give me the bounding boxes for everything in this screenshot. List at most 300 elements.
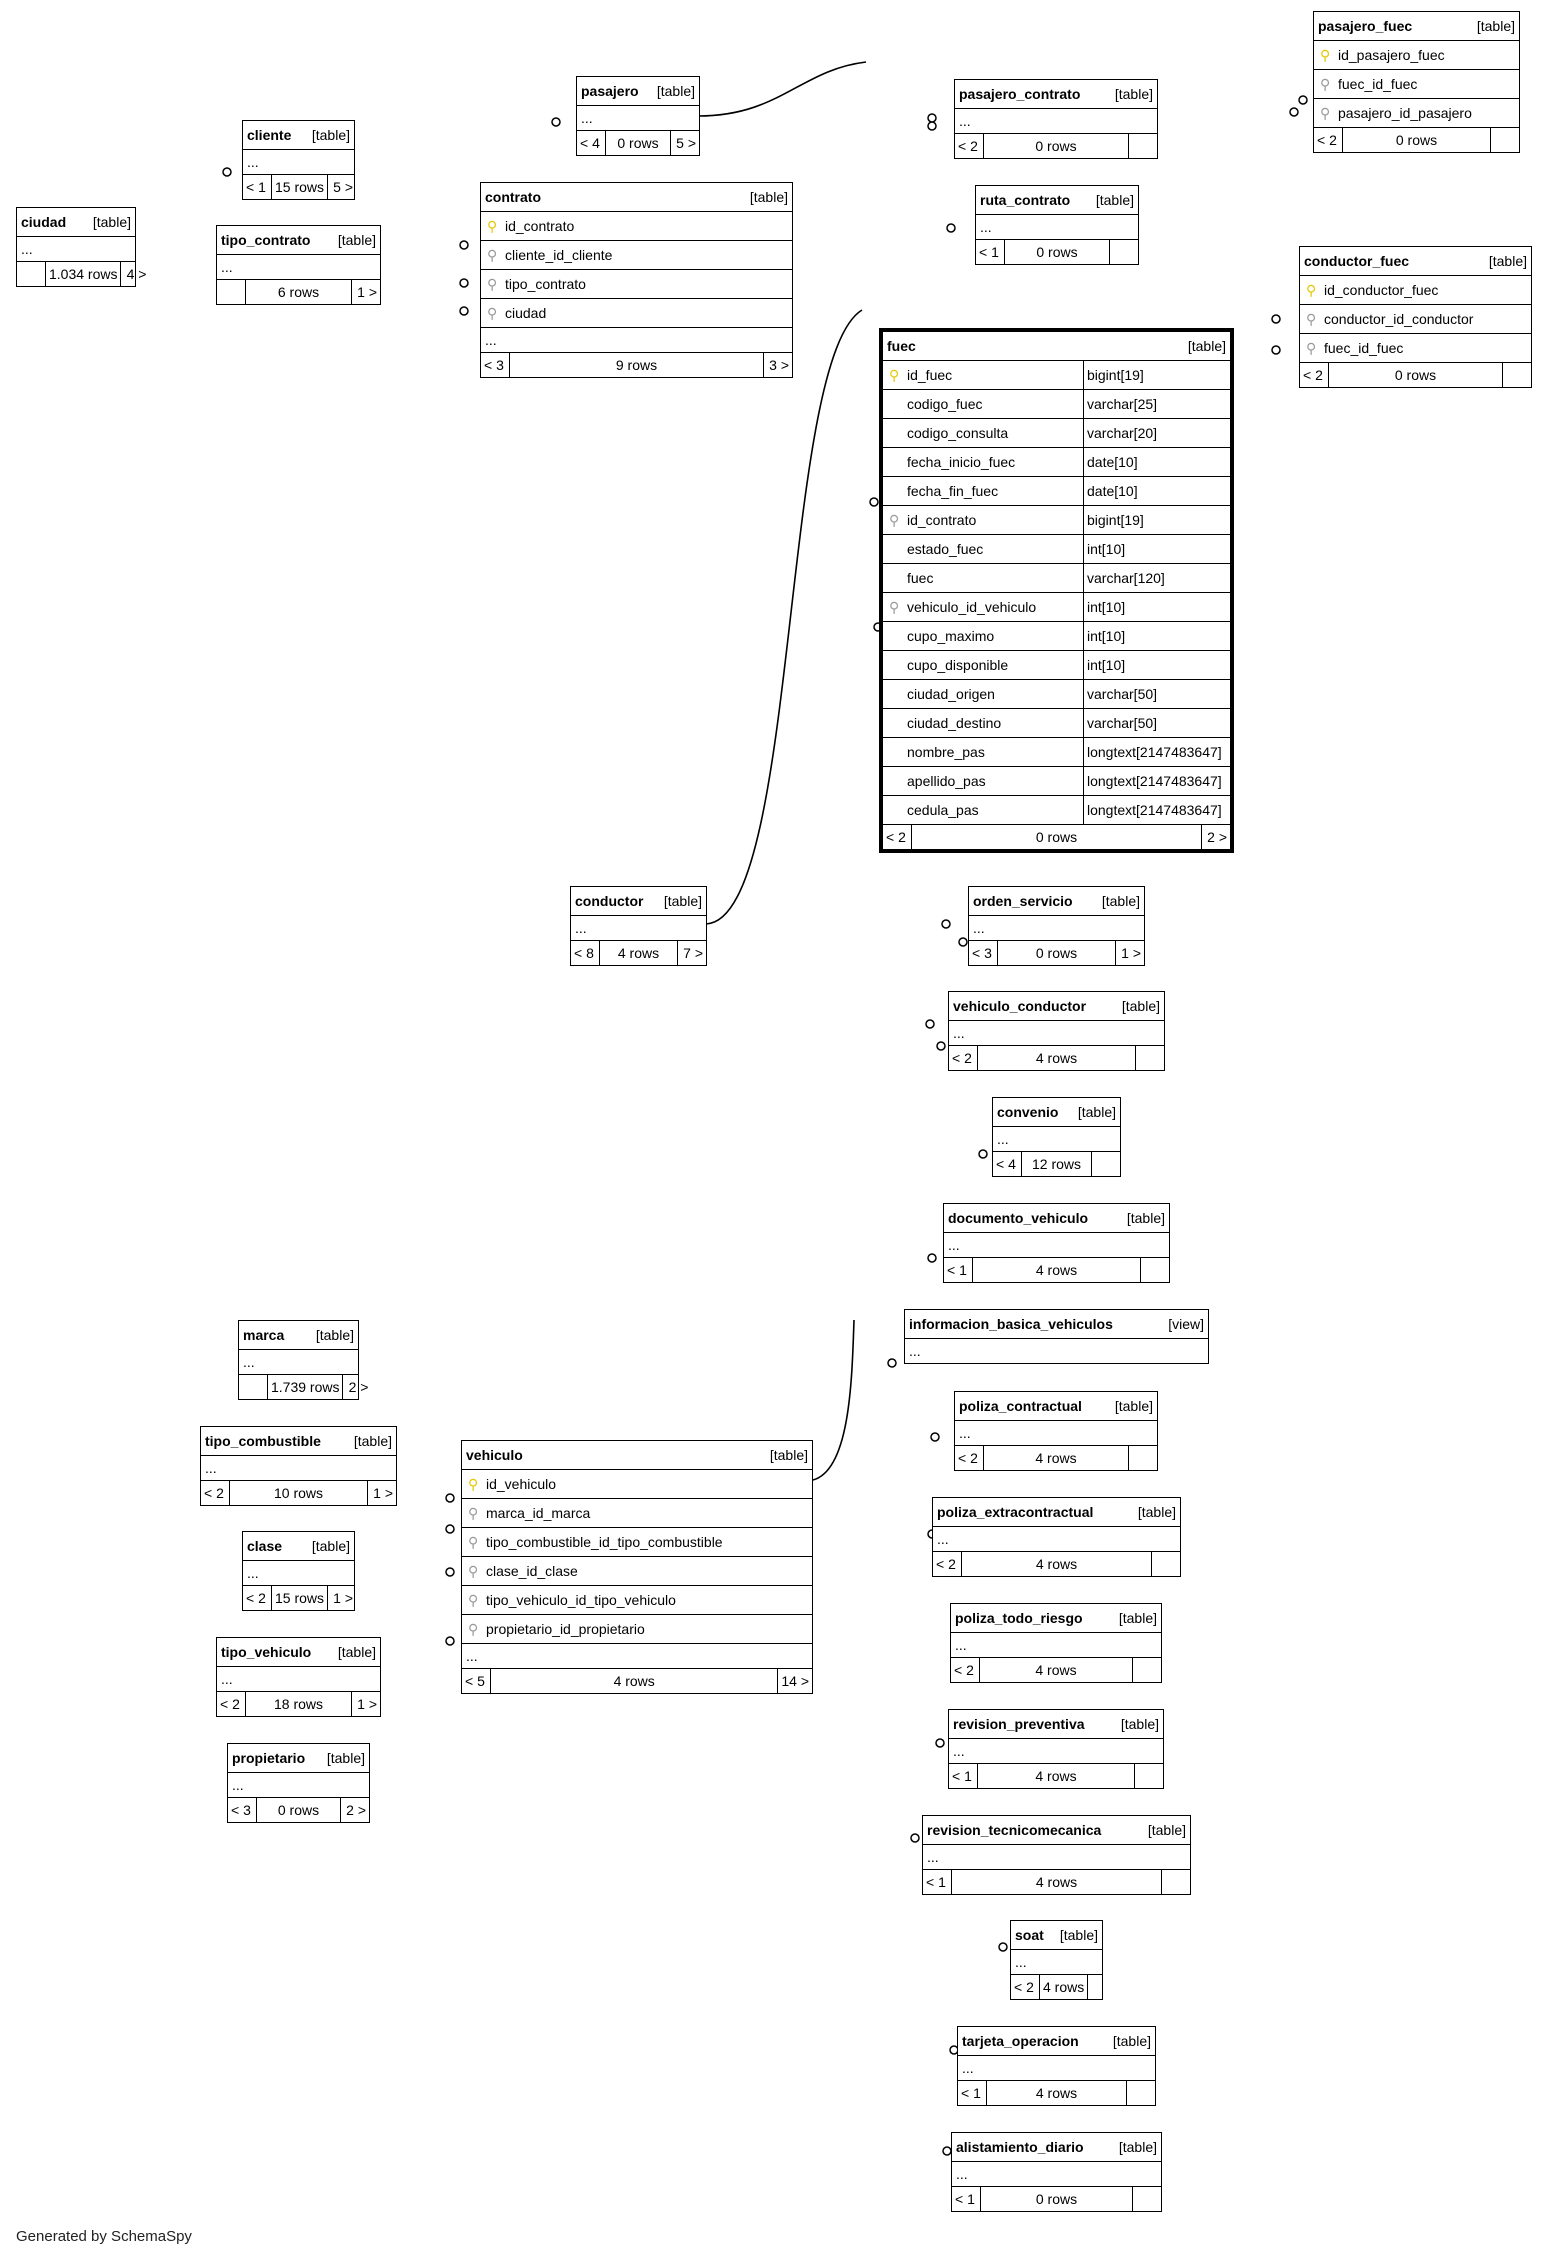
ellipsis: ... [481, 327, 792, 352]
children-count[interactable]: 1 > [373, 1485, 393, 1501]
table-kind: [table] [1488, 253, 1527, 269]
children-count[interactable]: 1 > [333, 1590, 354, 1606]
ellipsis: ... [243, 149, 354, 174]
foreign-key-icon: ⚲ [468, 1534, 479, 1550]
table-kind: [table] [1114, 1398, 1153, 1414]
row-count: 1.739 rows [267, 1375, 343, 1399]
parents-count[interactable]: < 4 [580, 135, 600, 151]
column-type: varchar[25] [1083, 390, 1230, 418]
table-marca[interactable] [238, 1320, 369, 1400]
children-count[interactable]: 5 > [676, 135, 696, 151]
table-revision-tecnicomecanica[interactable] [922, 1815, 1191, 1895]
column-name: id_vehiculo [486, 1476, 557, 1492]
column-name: fecha_inicio_fuec [907, 454, 1016, 470]
table-name: marca [243, 1327, 285, 1343]
column-type: int[10] [1083, 651, 1230, 679]
primary-key-icon: ⚲ [487, 218, 498, 234]
ellipsis: ... [217, 1666, 380, 1691]
parents-count[interactable]: < 1 [246, 179, 266, 195]
parents-count[interactable]: < 2 [886, 829, 906, 845]
table-kind: [table] [749, 189, 788, 205]
column-row[interactable] [1300, 333, 1531, 362]
table-kind: [table] [769, 1447, 808, 1463]
parents-count[interactable] [17, 262, 45, 286]
table-name: ciudad [21, 214, 67, 230]
row-count: 0 rows [1328, 363, 1503, 387]
children-count[interactable]: 2 > [348, 1379, 369, 1395]
table-kind: [table] [1137, 1504, 1176, 1520]
column-type: date[10] [1083, 448, 1230, 476]
table-name: convenio [997, 1104, 1059, 1120]
column-row[interactable] [883, 534, 1230, 563]
table-tipo-contrato[interactable] [216, 225, 381, 305]
column-name: propietario_id_propietario [486, 1621, 645, 1637]
table-pasajero-fuec[interactable] [1313, 11, 1520, 153]
row-count: 6 rows [245, 280, 352, 304]
children-count[interactable]: 3 > [769, 357, 789, 373]
parents-count[interactable]: < 2 [1014, 1979, 1034, 1995]
table-clase[interactable] [242, 1531, 355, 1611]
table-vehiculo-conductor[interactable] [948, 991, 1165, 1071]
parents-count[interactable]: < 2 [954, 1662, 974, 1678]
ellipsis: ... [1011, 1949, 1102, 1974]
row-count: 0 rows [911, 825, 1202, 849]
row-count: 0 rows [980, 2187, 1133, 2211]
column-name: nombre_pas [907, 744, 985, 760]
table-name: cliente [247, 127, 292, 143]
table-kind: [table] [656, 83, 695, 99]
parents-count[interactable]: < 2 [204, 1485, 224, 1501]
table-poliza-todo-riesgo[interactable] [950, 1603, 1162, 1683]
row-count: 0 rows [605, 131, 671, 155]
column-type: int[10] [1083, 622, 1230, 650]
column-row[interactable] [883, 795, 1230, 824]
table-kind: [table] [1120, 1716, 1159, 1732]
ellipsis: ... [951, 1632, 1161, 1657]
row-count: 10 rows [229, 1481, 368, 1505]
column-type: varchar[120] [1083, 564, 1230, 592]
column-row[interactable] [462, 1585, 812, 1614]
column-row[interactable] [883, 418, 1230, 447]
row-count: 0 rows [997, 941, 1116, 965]
table-convenio[interactable] [992, 1097, 1121, 1177]
table-name: fuec [887, 338, 916, 354]
ellipsis: ... [933, 1526, 1180, 1551]
table-name: revision_tecnicomecanica [927, 1822, 1102, 1838]
table-kind: [table] [311, 127, 350, 143]
parents-count[interactable]: < 3 [231, 1802, 251, 1818]
column-name: id_fuec [907, 367, 953, 383]
children-count[interactable] [1133, 2187, 1161, 2211]
table-kind: [table] [92, 214, 131, 230]
table-name: documento_vehiculo [948, 1210, 1089, 1226]
table-fuec[interactable] [879, 328, 1234, 853]
table-name: conductor_fuec [1304, 253, 1410, 269]
row-count: 4 rows [961, 1552, 1152, 1576]
column-row[interactable] [883, 650, 1230, 679]
column-type: longtext[2147483647] [1083, 796, 1230, 824]
table-vehiculo[interactable] [461, 1440, 813, 1694]
children-count[interactable] [1110, 240, 1138, 264]
column-row[interactable] [462, 1614, 812, 1643]
column-row[interactable] [481, 269, 792, 298]
parents-count[interactable]: < 2 [1317, 132, 1337, 148]
children-count[interactable] [1503, 363, 1531, 387]
children-count[interactable] [1129, 134, 1157, 158]
table-name: tipo_vehiculo [221, 1644, 312, 1660]
parents-count[interactable]: < 2 [220, 1696, 240, 1712]
ellipsis: ... [952, 2161, 1161, 2186]
children-count[interactable]: 5 > [333, 179, 354, 195]
column-row[interactable] [883, 447, 1230, 476]
children-count[interactable] [1092, 1152, 1120, 1176]
column-name: tipo_vehiculo_id_tipo_vehiculo [486, 1592, 676, 1608]
table-kind: [table] [1059, 1927, 1098, 1943]
row-count: 15 rows [271, 175, 328, 199]
primary-key-icon: ⚲ [468, 1476, 479, 1492]
column-row[interactable] [1314, 40, 1519, 69]
column-row[interactable] [462, 1469, 812, 1498]
column-row[interactable] [883, 476, 1230, 505]
table-name: conductor [575, 893, 644, 909]
table-cliente[interactable] [242, 120, 355, 200]
table-poliza-contractual[interactable] [954, 1391, 1158, 1471]
parents-count[interactable]: < 1 [961, 2085, 981, 2101]
row-count: 12 rows [1021, 1152, 1092, 1176]
table-name: revision_preventiva [953, 1716, 1085, 1732]
column-row[interactable] [1314, 69, 1519, 98]
row-count: 4 rows [977, 1046, 1136, 1070]
foreign-key-icon: ⚲ [468, 1563, 479, 1579]
table-kind: [table] [326, 1750, 365, 1766]
primary-key-icon: ⚲ [889, 367, 900, 383]
column-type: int[10] [1083, 535, 1230, 563]
children-count[interactable] [1162, 1870, 1190, 1894]
ellipsis: ... [571, 915, 706, 940]
foreign-key-icon: ⚲ [889, 599, 900, 615]
link-conductor-fuec [706, 310, 862, 924]
foreign-key-icon: ⚲ [1306, 340, 1317, 356]
row-count: 9 rows [509, 353, 764, 377]
children-count[interactable] [1135, 1764, 1163, 1788]
table-propietario[interactable] [227, 1743, 370, 1823]
table-name: orden_servicio [973, 893, 1073, 909]
ellipsis: ... [949, 1738, 1163, 1763]
ellipsis: ... [462, 1643, 812, 1668]
column-name: estado_fuec [907, 541, 984, 557]
table-ciudad[interactable] [16, 207, 147, 287]
foreign-key-icon: ⚲ [468, 1621, 479, 1637]
row-count: 4 rows [972, 1258, 1141, 1282]
table-kind: [table] [337, 1644, 376, 1660]
column-row[interactable] [883, 389, 1230, 418]
ellipsis: ... [228, 1772, 369, 1797]
column-name: id_conductor_fuec [1324, 282, 1439, 298]
table-soat[interactable] [1010, 1920, 1103, 2000]
children-count[interactable] [1129, 1446, 1157, 1470]
column-row[interactable] [1300, 275, 1531, 304]
row-count: 4 rows [951, 1870, 1162, 1894]
column-type: bigint[19] [1083, 506, 1230, 534]
column-row[interactable] [883, 766, 1230, 795]
table-kind: [table] [1118, 1610, 1157, 1626]
parents-count[interactable]: < 3 [484, 357, 504, 373]
table-kind: [view] [1168, 1316, 1204, 1332]
parents-count[interactable]: < 1 [955, 2191, 975, 2207]
table-pasajero[interactable] [576, 76, 700, 156]
table-name: contrato [485, 189, 541, 205]
table-name: propietario [232, 1750, 306, 1766]
column-row[interactable] [883, 737, 1230, 766]
link-pasajero-pasajero-contrato [698, 62, 866, 116]
table-kind: [table] [1112, 2033, 1151, 2049]
table-kind: [table] [353, 1433, 392, 1449]
table-name: tarjeta_operacion [962, 2033, 1079, 2049]
row-count: 4 rows [490, 1669, 778, 1693]
children-count[interactable] [1152, 1552, 1180, 1576]
row-count: 4 rows [979, 1658, 1133, 1682]
column-name: fuec [907, 570, 934, 586]
table-name: ruta_contrato [980, 192, 1071, 208]
foreign-key-icon: ⚲ [487, 247, 498, 263]
table-name: informacion_basica_vehiculos [909, 1316, 1113, 1332]
children-count[interactable]: 14 > [781, 1673, 809, 1689]
column-type: varchar[50] [1083, 680, 1230, 708]
column-row[interactable] [481, 298, 792, 327]
table-kind: [table] [1126, 1210, 1165, 1226]
table-kind: [table] [315, 1327, 354, 1343]
parents-count[interactable]: < 2 [958, 1450, 978, 1466]
column-row[interactable] [1300, 304, 1531, 333]
parents-count[interactable]: < 8 [574, 945, 594, 961]
parents-count[interactable]: < 3 [972, 945, 992, 961]
parents-count[interactable]: < 2 [246, 1590, 266, 1606]
table-kind: [table] [663, 893, 702, 909]
parents-count[interactable] [217, 280, 245, 304]
ellipsis: ... [958, 2055, 1155, 2080]
foreign-key-icon: ⚲ [468, 1505, 479, 1521]
table-pasajero-contrato[interactable] [954, 79, 1158, 159]
column-row[interactable] [462, 1498, 812, 1527]
parents-count[interactable]: < 1 [926, 1874, 946, 1890]
children-count[interactable] [1141, 1258, 1169, 1282]
table-conductor-fuec[interactable] [1299, 246, 1532, 388]
children-count[interactable] [1136, 1046, 1164, 1070]
table-name: poliza_contractual [959, 1398, 1082, 1414]
table-name: pasajero_contrato [959, 86, 1081, 102]
ellipsis: ... [243, 1560, 354, 1585]
foreign-key-icon: ⚲ [1320, 105, 1331, 121]
column-name: ciudad [505, 305, 547, 321]
column-name: tipo_combustible_id_tipo_combustible [486, 1534, 723, 1550]
table-orden-servicio[interactable] [968, 886, 1145, 966]
children-count[interactable] [1491, 128, 1519, 152]
ellipsis: ... [955, 108, 1157, 133]
table-name: pasajero_fuec [1318, 18, 1413, 34]
ellipsis: ... [955, 1420, 1157, 1445]
row-count: 4 rows [1039, 1975, 1088, 1999]
ellipsis: ... [949, 1020, 1164, 1045]
foreign-key-icon: ⚲ [487, 305, 498, 321]
table-kind: [table] [1476, 18, 1515, 34]
ellipsis: ... [239, 1349, 358, 1374]
row-count: 0 rows [983, 134, 1129, 158]
column-name: id_contrato [907, 512, 977, 528]
parents-count[interactable]: < 2 [1303, 367, 1323, 383]
foreign-key-icon: ⚲ [1320, 76, 1331, 92]
table-kind: [table] [1077, 1104, 1116, 1120]
table-kind: [table] [1095, 192, 1134, 208]
column-type: int[10] [1083, 593, 1230, 621]
children-count[interactable]: 1 > [1121, 945, 1141, 961]
primary-key-icon: ⚲ [1306, 282, 1317, 298]
table-name: vehiculo_conductor [953, 998, 1087, 1014]
table-tipo-combustible[interactable] [200, 1426, 397, 1506]
column-row[interactable] [883, 360, 1230, 389]
ellipsis: ... [969, 915, 1144, 940]
column-name: fuec_id_fuec [1338, 76, 1418, 92]
ellipsis: ... [17, 236, 135, 261]
table-kind: [table] [1118, 2139, 1157, 2155]
column-name: vehiculo_id_vehiculo [907, 599, 1037, 615]
children-count[interactable]: 1 > [357, 284, 377, 300]
ellipsis: ... [944, 1232, 1169, 1257]
column-row[interactable] [462, 1527, 812, 1556]
column-name: marca_id_marca [486, 1505, 591, 1521]
table-tipo-vehiculo[interactable] [216, 1637, 381, 1717]
row-count: 4 rows [983, 1446, 1129, 1470]
column-row[interactable] [883, 621, 1230, 650]
column-row[interactable] [1314, 98, 1519, 127]
foreign-key-icon: ⚲ [1306, 311, 1317, 327]
table-name: vehiculo [466, 1447, 523, 1463]
table-name: alistamiento_diario [956, 2139, 1084, 2155]
parents-count[interactable]: < 2 [936, 1556, 956, 1572]
column-row[interactable] [883, 505, 1230, 534]
row-count: 0 rows [1004, 240, 1110, 264]
parents-count[interactable] [239, 1375, 267, 1399]
table-name: poliza_extracontractual [937, 1504, 1094, 1520]
table-name: tipo_contrato [221, 232, 311, 248]
column-name: pasajero_id_pasajero [1338, 105, 1472, 121]
foreign-key-icon: ⚲ [487, 276, 498, 292]
ellipsis: ... [993, 1126, 1120, 1151]
view-informacion-basica-vehiculos[interactable] [904, 1309, 1209, 1364]
table-name: poliza_todo_riesgo [955, 1610, 1083, 1626]
ellipsis: ... [905, 1338, 1208, 1363]
column-name: conductor_id_conductor [1324, 311, 1474, 327]
column-type: varchar[50] [1083, 709, 1230, 737]
column-row[interactable] [883, 563, 1230, 592]
link-vehiculo-informacion [813, 1320, 854, 1480]
table-name: tipo_combustible [205, 1433, 321, 1449]
parents-count[interactable]: < 1 [947, 1262, 967, 1278]
row-count: 1.034 rows [45, 262, 121, 286]
table-documento-vehiculo[interactable] [943, 1203, 1170, 1283]
children-count[interactable]: 4 > [126, 266, 147, 282]
column-row[interactable] [883, 592, 1230, 621]
column-name: clase_id_clase [486, 1563, 578, 1579]
column-name: cedula_pas [907, 802, 979, 818]
column-name: cliente_id_cliente [505, 247, 613, 263]
table-conductor[interactable] [570, 886, 707, 966]
table-kind: [table] [1114, 86, 1153, 102]
column-row[interactable] [883, 679, 1230, 708]
row-count: 4 rows [599, 941, 678, 965]
parents-count[interactable]: < 2 [952, 1050, 972, 1066]
row-count: 4 rows [977, 1764, 1135, 1788]
table-tarjeta-operacion[interactable] [957, 2026, 1156, 2106]
row-count: 0 rows [256, 1798, 341, 1822]
table-alistamiento-diario[interactable] [951, 2132, 1162, 2212]
table-kind: [table] [1187, 338, 1226, 354]
column-name: tipo_contrato [505, 276, 586, 292]
row-count: 4 rows [986, 2081, 1127, 2105]
column-row[interactable] [883, 708, 1230, 737]
column-name: codigo_consulta [907, 425, 1009, 441]
column-name: id_pasajero_fuec [1338, 47, 1445, 63]
ellipsis: ... [976, 214, 1138, 239]
parents-count[interactable]: < 5 [465, 1673, 485, 1689]
generated-by-note: Generated by SchemaSpy [16, 2228, 192, 2245]
children-count[interactable] [1127, 2081, 1155, 2105]
column-type: date[10] [1083, 477, 1230, 505]
foreign-key-icon: ⚲ [889, 512, 900, 528]
parents-count[interactable]: < 4 [996, 1156, 1016, 1172]
foreign-key-icon: ⚲ [468, 1592, 479, 1608]
table-revision-preventiva[interactable] [948, 1709, 1164, 1789]
children-count[interactable]: 1 > [357, 1696, 377, 1712]
column-type: bigint[19] [1083, 361, 1230, 389]
column-name: cupo_disponible [907, 657, 1009, 673]
table-name: soat [1015, 1927, 1044, 1943]
table-ruta-contrato[interactable] [975, 185, 1139, 265]
column-type: varchar[20] [1083, 419, 1230, 447]
column-name: fuec_id_fuec [1324, 340, 1404, 356]
children-count[interactable]: 2 > [346, 1802, 366, 1818]
column-row[interactable] [462, 1556, 812, 1585]
column-type: longtext[2147483647] [1083, 738, 1230, 766]
column-name: ciudad_destino [907, 715, 1002, 731]
column-type: longtext[2147483647] [1083, 767, 1230, 795]
column-row[interactable] [481, 211, 792, 240]
table-name: pasajero [581, 83, 639, 99]
parents-count[interactable]: < 1 [979, 244, 999, 260]
parents-count[interactable]: < 2 [958, 138, 978, 154]
table-kind: [table] [1147, 1822, 1186, 1838]
ellipsis: ... [923, 1844, 1190, 1869]
column-name: cupo_maximo [907, 628, 995, 644]
column-row[interactable] [481, 240, 792, 269]
table-contrato[interactable] [480, 182, 793, 378]
table-name: clase [247, 1538, 283, 1554]
children-count[interactable] [1088, 1975, 1116, 1999]
table-kind: [table] [1121, 998, 1160, 1014]
ellipsis: ... [201, 1455, 396, 1480]
children-count[interactable] [1133, 1658, 1161, 1682]
column-name: codigo_fuec [907, 396, 983, 412]
table-poliza-extracontractual[interactable] [932, 1497, 1181, 1577]
row-count: 18 rows [245, 1692, 352, 1716]
column-name: ciudad_origen [907, 686, 995, 702]
children-count[interactable]: 2 > [1207, 829, 1227, 845]
children-count[interactable]: 7 > [683, 945, 703, 961]
ellipsis: ... [577, 105, 699, 130]
table-kind: [table] [337, 232, 376, 248]
column-name: apellido_pas [907, 773, 986, 789]
row-count: 0 rows [1342, 128, 1491, 152]
parents-count[interactable]: < 1 [952, 1768, 972, 1784]
